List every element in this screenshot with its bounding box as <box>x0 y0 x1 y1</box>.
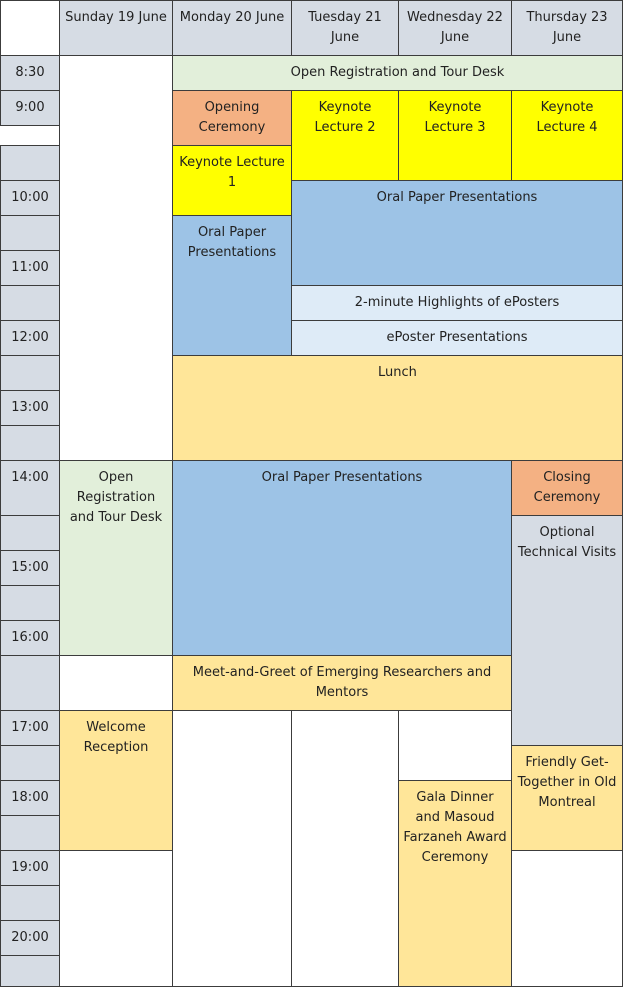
time-slot: 11:00 <box>0 250 60 286</box>
time-slot: 13:00 <box>0 390 60 426</box>
event-block-keynote-1: Keynote Lecture 1 <box>172 145 292 216</box>
event-block-oral-papers-afternoon: Oral Paper Presentations <box>172 460 512 656</box>
time-slot <box>0 515 60 551</box>
empty-block-tuesday-evening <box>291 710 399 987</box>
time-slot <box>0 955 60 987</box>
time-slot <box>0 215 60 251</box>
corner-cell <box>0 0 60 56</box>
time-slot: 17:00 <box>0 710 60 746</box>
event-block-oral-papers-mon: Oral Paper Presentations <box>172 215 292 356</box>
time-slot <box>0 815 60 851</box>
time-slot <box>0 145 60 181</box>
day-header-wednesday: Wednesday 22 June <box>398 0 512 56</box>
time-slot: 12:00 <box>0 320 60 356</box>
empty-block-sunday-1630 <box>59 655 173 711</box>
event-block-friendly-get-together: Friendly Get-Together in Old Montreal <box>511 745 623 851</box>
time-slot: 18:00 <box>0 780 60 816</box>
time-slot: 9:00 <box>0 90 60 126</box>
time-slot <box>0 745 60 781</box>
empty-block-thursday-night <box>511 850 623 987</box>
event-block-opening-ceremony: Opening Ceremony <box>172 90 292 146</box>
event-block-gala-dinner: Gala Dinner and Masoud Farzaneh Award Ceremony <box>398 780 512 987</box>
empty-block-sunday-morning <box>59 55 173 461</box>
day-header-thursday: Thursday 23 June <box>511 0 623 56</box>
day-header-monday: Monday 20 June <box>172 0 292 56</box>
time-slot <box>0 355 60 391</box>
time-slot: 19:00 <box>0 850 60 886</box>
event-block-keynote-3: Keynote Lecture 3 <box>398 90 512 181</box>
time-slot: 16:00 <box>0 620 60 656</box>
event-block-lunch: Lunch <box>172 355 623 461</box>
event-block-sunday-registration: Open Registration and Tour Desk <box>59 460 173 656</box>
event-block-oral-papers-tue-thu: Oral Paper Presentations <box>291 180 623 286</box>
event-block-registration: Open Registration and Tour Desk <box>172 55 623 91</box>
event-block-meet-and-greet: Meet-and-Greet of Emerging Researchers and Mentors <box>172 655 512 711</box>
time-slot <box>0 285 60 321</box>
event-block-keynote-2: Keynote Lecture 2 <box>291 90 399 181</box>
empty-block-sunday-night <box>59 850 173 987</box>
time-slot: 14:00 <box>0 460 60 516</box>
time-slot <box>0 655 60 711</box>
time-slot <box>0 585 60 621</box>
event-block-closing-ceremony: Closing Ceremony <box>511 460 623 516</box>
time-slot <box>0 885 60 921</box>
day-header-tuesday: Tuesday 21 June <box>291 0 399 56</box>
event-block-eposter-highlights: 2-minute Highlights of ePosters <box>291 285 623 321</box>
event-block-welcome-reception: Welcome Reception <box>59 710 173 851</box>
time-slot: 10:00 <box>0 180 60 216</box>
time-slot: 20:00 <box>0 920 60 956</box>
empty-block-wednesday-1700 <box>398 710 512 781</box>
event-block-eposter-presentations: ePoster Presentations <box>291 320 623 356</box>
empty-block-monday-evening <box>172 710 292 987</box>
time-slot: 15:00 <box>0 550 60 586</box>
event-block-technical-visits: Optional Technical Visits <box>511 515 623 746</box>
event-block-keynote-4: Keynote Lecture 4 <box>511 90 623 181</box>
day-header-sunday: Sunday 19 June <box>59 0 173 56</box>
time-slot <box>0 425 60 461</box>
time-slot: 8:30 <box>0 55 60 91</box>
